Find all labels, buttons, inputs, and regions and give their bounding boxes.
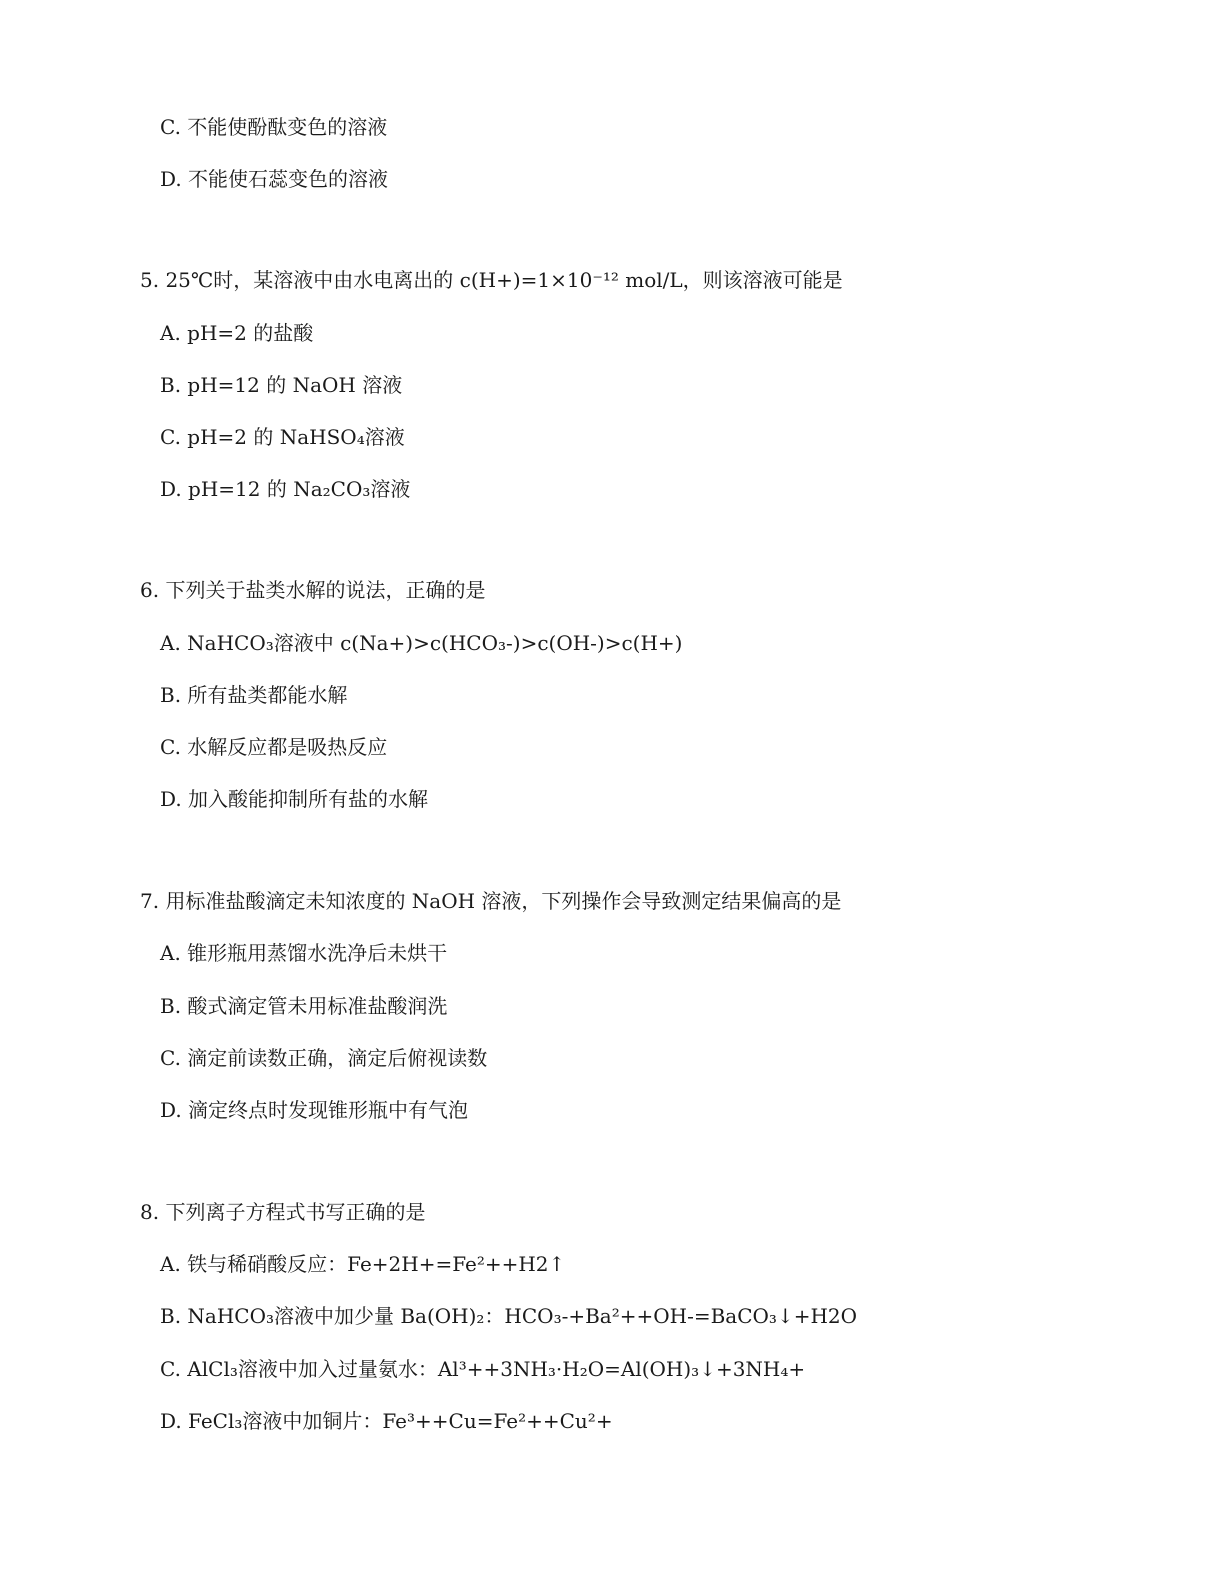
option-4d: D. 不能使石蕊变色的溶液 xyxy=(160,167,389,191)
option-7a: A. 锥形瓶用蒸馏水洗净后未烘干 xyxy=(160,941,448,965)
option-7b: B. 酸式滴定管未用标准盐酸润洗 xyxy=(160,994,448,1018)
option-8d: D. FeCl₃溶液中加铜片：Fe³++Cu=Fe²++Cu²+ xyxy=(160,1409,613,1433)
option-8c: C. AlCl₃溶液中加入过量氨水：Al³++3NH₃·H₂O=Al(OH)₃↓+3NH₄+ xyxy=(160,1357,806,1381)
option-8a: A. 铁与稀硝酸反应：Fe+2H+=Fe²++H2↑ xyxy=(160,1252,566,1276)
question-6: 6. 下列关于盐类水解的说法，正确的是 xyxy=(140,578,486,602)
option-5d: D. pH=12 的 Na₂CO₃溶液 xyxy=(160,477,411,501)
option-5b: B. pH=12 的 NaOH 溶液 xyxy=(160,373,403,397)
option-7c: C. 滴定前读数正确，滴定后俯视读数 xyxy=(160,1046,488,1070)
option-6a: A. NaHCO₃溶液中 c(Na+)>c(HCO₃-)>c(OH-)>c(H+) xyxy=(160,631,683,655)
option-8b: B. NaHCO₃溶液中加少量 Ba(OH)₂：HCO₃-+Ba²++OH-=BaCO₃↓+H2O xyxy=(160,1304,858,1328)
question-7: 7. 用标准盐酸滴定未知浓度的 NaOH 溶液，下列操作会导致测定结果偏高的是 xyxy=(140,889,842,913)
option-5a: A. pH=2 的盐酸 xyxy=(160,321,314,345)
option-7d: D. 滴定终点时发现锥形瓶中有气泡 xyxy=(160,1098,469,1122)
question-5: 5. 25℃时，某溶液中由水电离出的 c(H+)=1×10⁻¹² mol/L，则该溶液可能是 xyxy=(140,268,843,292)
option-6d: D. 加入酸能抑制所有盐的水解 xyxy=(160,787,429,811)
option-6c: C. 水解反应都是吸热反应 xyxy=(160,735,388,759)
option-4c: C. 不能使酚酞变色的溶液 xyxy=(160,115,388,139)
option-5c: C. pH=2 的 NaHSO₄溶液 xyxy=(160,425,405,449)
option-6b: B. 所有盐类都能水解 xyxy=(160,683,348,707)
question-8: 8. 下列离子方程式书写正确的是 xyxy=(140,1200,426,1224)
